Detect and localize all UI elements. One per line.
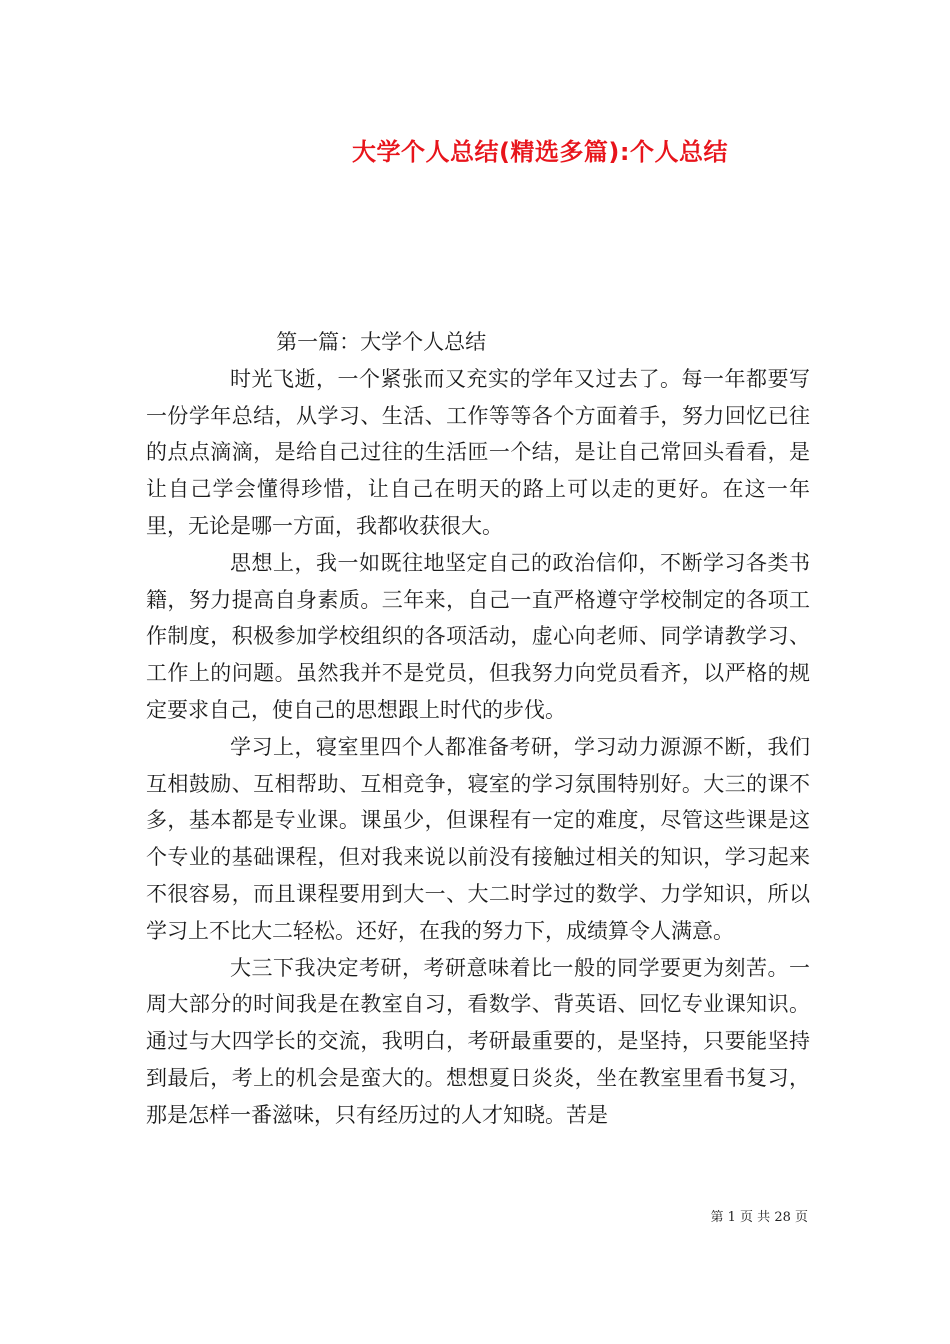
document-body bbox=[146, 324, 810, 1134]
paragraph: 大三下我决定考研，考研意味着比一般的同学要更为刻苦。一周大部分的时间我是在教室自习，看数学、背英语、回忆专业课知识。通过与大四学长的交流，我明白，考研最重要的，是坚持，只要能坚持到最后，考上的机会是蛮大的。想想夏日炎炎，坐在教室里看书复习，那是怎样一番滋味，只有经历过的人才知晓。苦是 bbox=[146, 955, 810, 1127]
page-number: 第 1 页 共 28 页 bbox=[710, 1210, 808, 1225]
section-heading: 第一篇：大学个人总结 bbox=[276, 330, 487, 354]
paragraph: 时光飞逝，一个紧张而又充实的学年又过去了。每一年都要写一份学年总结，从学习、生活、工作等等各个方面着手，努力回忆已往的点点滴滴，是给自己过往的生活匝一个结，是让自己常回头看看，是让自己学会懂得珍惜，让自己在明天的路上可以走的更好。在这一年里，无论是哪一方面，我都收获很大。 bbox=[146, 366, 810, 538]
document-title: 大学个人总结(精选多篇):个人总结 bbox=[351, 138, 729, 166]
paragraph: 思想上，我一如既往地坚定自己的政治信仰，不断学习各类书籍，努力提高自身素质。三年来，自己一直严格遵守学校制定的各项工作制度，积极参加学校组织的各项活动，虚心向老师、同学请教学习、工作上的问题。虽然我并不是党员，但我努力向党员看齐，以严格的规定要求自己，使自己的思想跟上时代的步伐。 bbox=[146, 550, 810, 722]
paragraph: 学习上，寝室里四个人都准备考研，学习动力源源不断，我们互相鼓励、互相帮助、互相竞争，寝室的学习氛围特别好。大三的课不多，基本都是专业课。课虽少，但课程有一定的难度，尽管这些课是这个专业的基础课程，但对我来说以前没有接触过相关的知识，学习起来不很容易，而且课程要用到大一、大二时学过的数学、力学知识，所以学习上不比大二轻松。还好，在我的努力下，成绩算令人满意。 bbox=[146, 734, 810, 943]
